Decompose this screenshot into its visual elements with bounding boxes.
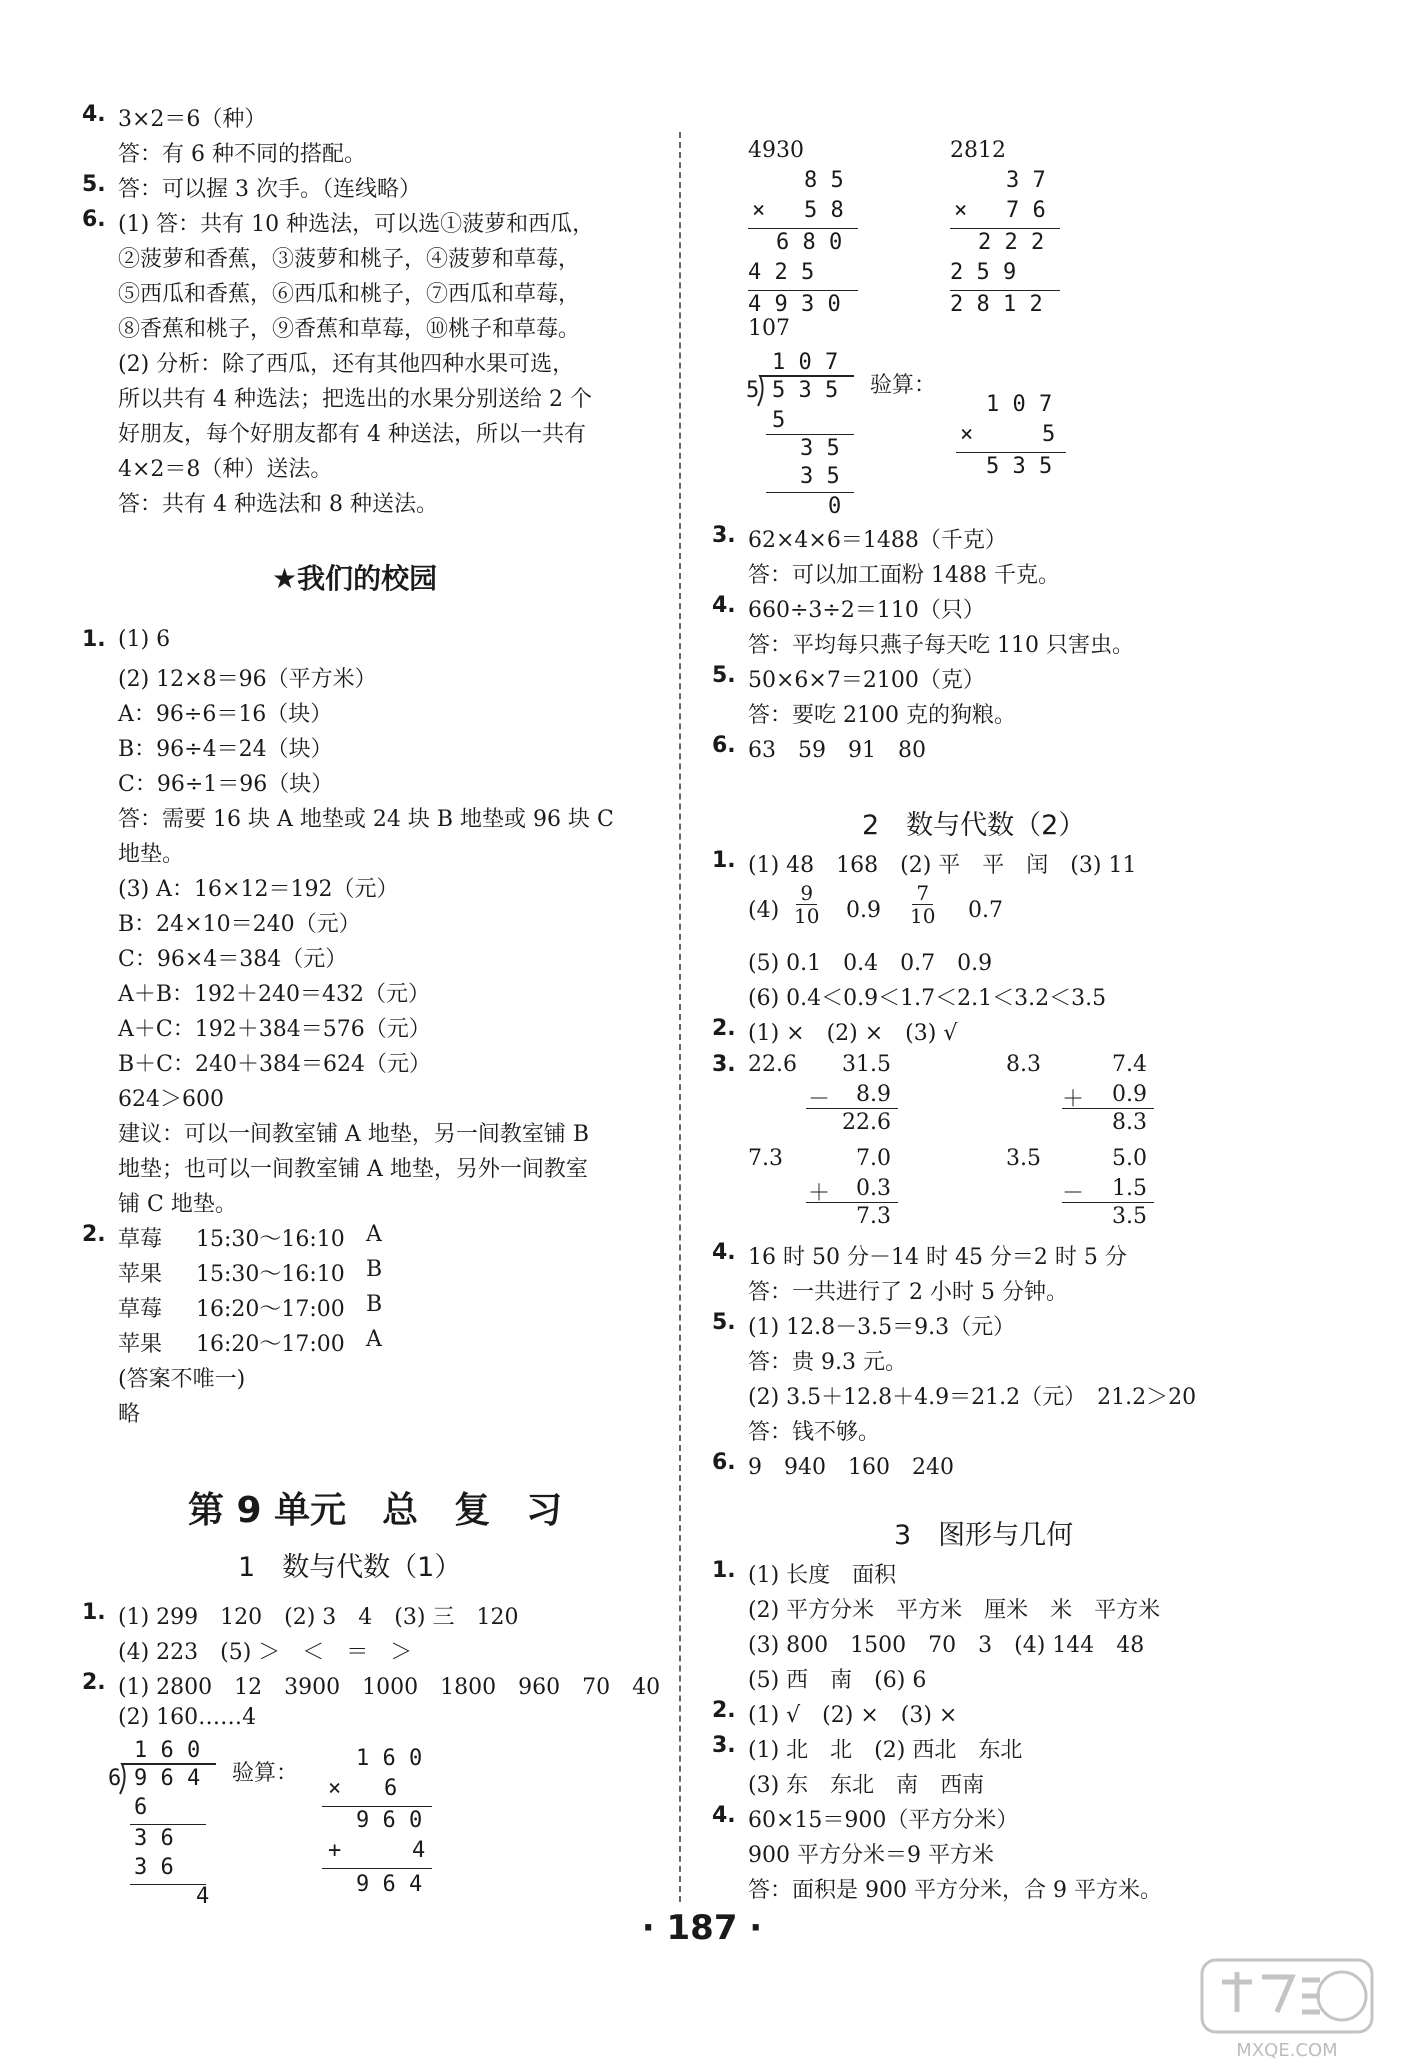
- operator: ×: [752, 198, 766, 223]
- answer-line: (2) 160……4: [118, 1705, 257, 1730]
- answer-line: 9 940 160 240: [748, 1455, 954, 1480]
- answer-line: (1) 答：共有 10 种选法，可以选①菠萝和西瓜，: [118, 212, 595, 237]
- calc-value: 0.3: [856, 1176, 891, 1201]
- answer-line: (4) 223 (5) ＞ ＜ ＝ ＞: [118, 1640, 413, 1665]
- answer-line: (1) 北 北 (2) 西北 东北: [748, 1738, 1023, 1763]
- answer-line: (1) 12.8－3.5＝9.3（元）: [748, 1315, 1016, 1340]
- partial-product: 4 2 5: [748, 260, 815, 285]
- remainder: 4: [196, 1884, 210, 1909]
- section-title: 2 数与代数（2）: [862, 810, 1086, 841]
- answer-line: 地垫。: [118, 842, 185, 867]
- calc-label: 4930: [748, 138, 804, 163]
- page-number: · 187 ·: [641, 1908, 763, 1948]
- product: 5 3 5: [986, 454, 1053, 479]
- calc-line: [748, 290, 858, 291]
- calc-value: 0.9: [1112, 1082, 1147, 1107]
- calc-line: [806, 1108, 898, 1109]
- answer-line: (4): [748, 898, 780, 923]
- division-line: [130, 1824, 206, 1825]
- schedule-mat: A: [366, 1327, 382, 1352]
- calc-line: [748, 228, 858, 229]
- question-number: 5.: [82, 172, 106, 197]
- answer-line: (1) × (2) × (3) √: [748, 1021, 958, 1046]
- fraction: $\frac{9}{10}$: [794, 881, 820, 928]
- answer-line: (1) √ (2) × (3) ×: [748, 1703, 958, 1728]
- calc-value: 5.0: [1112, 1146, 1147, 1171]
- svg-text:MXQE.COM: MXQE.COM: [1236, 2040, 1338, 2061]
- fraction: $\frac{7}{10}$: [910, 881, 936, 928]
- answer-line: A：96÷6＝16（块）: [118, 702, 333, 727]
- check-label: 验算：: [870, 373, 937, 398]
- answer-line: 答：可以加工面粉 1488 千克。: [748, 563, 1060, 588]
- answer-line: 答：钱不够。: [748, 1420, 881, 1445]
- answer-line: B＋C：240＋384＝624（元）: [118, 1052, 431, 1077]
- answer-line: 624＞600: [118, 1087, 224, 1112]
- partial-product: 2 2 2: [978, 230, 1045, 255]
- answer-line: (3) 东 东北 南 西南: [748, 1773, 985, 1798]
- calc-line: [1062, 1108, 1154, 1109]
- section-title: ★我们的校园: [272, 562, 438, 595]
- answer-line: 答：一共进行了 2 小时 5 分钟。: [748, 1280, 1068, 1305]
- section-title: 1 数与代数（1）: [238, 1552, 462, 1583]
- answer-line: 建议：可以一间教室铺 A 地垫，另一间教室铺 B: [118, 1122, 590, 1147]
- operator: ×: [960, 422, 974, 447]
- answer-line: 62×4×6＝1488（千克）: [748, 528, 1007, 553]
- answer-line: (2) 3.5＋12.8＋4.9＝21.2（元） 21.2＞20: [748, 1385, 1197, 1410]
- calc-result: 8.3: [1112, 1110, 1147, 1135]
- answer-line: A＋B：192＋240＝432（元）: [118, 982, 431, 1007]
- answer-line: (6) 0.4＜0.9＜1.7＜2.1＜3.2＜3.5: [748, 986, 1107, 1011]
- quotient: 1 6 0: [134, 1738, 201, 1763]
- unit-title: 第 9 单元 总 复 习: [188, 1490, 563, 1531]
- partial-product: 6 8 0: [776, 230, 843, 255]
- calc-value: 8.3: [1006, 1052, 1041, 1077]
- question-number: 2.: [712, 1698, 736, 1723]
- multiplier: 6: [384, 1776, 398, 1801]
- question-number: 1.: [82, 627, 106, 652]
- answer-line: 16 时 50 分－14 时 45 分＝2 时 5 分: [748, 1245, 1127, 1270]
- division-line: [766, 492, 854, 493]
- question-number: 1.: [82, 1600, 106, 1625]
- answer-line: (2) 平方分米 平方米 厘米 米 平方米: [748, 1598, 1161, 1623]
- answer-line: (1) 299 120 (2) 3 4 (3) 三 120: [118, 1605, 519, 1630]
- answer-line: (1) 2800 12 3900 1000 1800 960 70 40: [118, 1675, 661, 1700]
- answer-line: C：96×4＝384（元）: [118, 947, 348, 972]
- watermark-icon: [1192, 1952, 1382, 2062]
- divisor: 5: [746, 378, 760, 403]
- decimal-value: 0.9: [846, 898, 881, 923]
- schedule-fruit: 苹果: [118, 1332, 163, 1357]
- answer-line: 900 平方分米＝9 平方米: [748, 1843, 994, 1868]
- column-divider: [679, 132, 681, 1902]
- schedule-time: 15:30～16:10: [196, 1227, 345, 1252]
- answer-line: ②菠萝和香蕉，③菠萝和桃子，④菠萝和草莓，: [118, 247, 581, 272]
- answer-line: 答：共有 4 种选法和 8 种送法。: [118, 492, 438, 517]
- division-step: 3 5: [800, 436, 840, 461]
- dividend: 5 3 5: [772, 378, 839, 403]
- division-step: 3 5: [800, 464, 840, 489]
- calc-value: 7.3: [748, 1146, 783, 1171]
- answer-line: B：96÷4＝24（块）: [118, 737, 333, 762]
- schedule-time: 15:30～16:10: [196, 1262, 345, 1287]
- question-number: 4.: [712, 1240, 736, 1265]
- answer-line: B：24×10＝240（元）: [118, 912, 361, 937]
- division-step: 5: [772, 408, 786, 433]
- question-number: 1.: [712, 1558, 736, 1583]
- calc-value: 1.5: [1112, 1176, 1147, 1201]
- schedule-time: 16:20～17:00: [196, 1332, 345, 1357]
- product: 9 6 0: [356, 1808, 423, 1833]
- answer-line: 50×6×7＝2100（克）: [748, 668, 985, 693]
- question-number: 4.: [712, 593, 736, 618]
- schedule-fruit: 苹果: [118, 1262, 163, 1287]
- question-number: 3.: [712, 523, 736, 548]
- question-number: 6.: [82, 207, 106, 232]
- division-step: 6: [134, 1795, 148, 1820]
- answer-line: (5) 西 南 (6) 6: [748, 1668, 927, 1693]
- schedule-fruit: 草莓: [118, 1297, 163, 1322]
- answer-line: 答：有 6 种不同的搭配。: [118, 142, 366, 167]
- remainder: 0: [828, 494, 842, 519]
- answer-line: C：96÷1＝96（块）: [118, 772, 334, 797]
- division-line: [766, 434, 854, 435]
- divisor: 6: [108, 1766, 122, 1791]
- multiplier: 7 6: [1006, 198, 1046, 223]
- calc-line: [950, 290, 1060, 291]
- answer-line: 铺 C 地垫。: [118, 1192, 237, 1217]
- division-line: [130, 1884, 206, 1885]
- calc-value: 22.6: [748, 1052, 797, 1077]
- calc-value: 3.5: [1006, 1146, 1041, 1171]
- question-number: 1.: [712, 848, 736, 873]
- operator: －: [808, 1087, 831, 1112]
- calc-value: 8.9: [856, 1082, 891, 1107]
- calc-value: 31.5: [842, 1052, 891, 1077]
- calc-label: 107: [748, 316, 790, 341]
- section-title: 3 图形与几何: [894, 1520, 1074, 1551]
- answer-line: (1) 长度 面积: [748, 1563, 897, 1588]
- answer-line: (3) 800 1500 70 3 (4) 144 48: [748, 1633, 1145, 1658]
- calc-line: [1062, 1202, 1154, 1203]
- product: 2 8 1 2: [950, 292, 1043, 317]
- answer-line: 答：贵 9.3 元。: [748, 1350, 907, 1375]
- calc-line: [806, 1202, 898, 1203]
- calc-line: [322, 1868, 432, 1869]
- answer-note: (答案不唯一): [118, 1367, 246, 1392]
- quotient: 1 0 7: [772, 350, 839, 375]
- calc-result: 3.5: [1112, 1204, 1147, 1229]
- question-number: 3.: [712, 1733, 736, 1758]
- question-number: 4.: [82, 102, 106, 127]
- operator: ＋: [808, 1181, 831, 1206]
- question-number: 5.: [712, 1310, 736, 1335]
- question-number: 2.: [712, 1016, 736, 1041]
- division-step: 3 6: [134, 1826, 174, 1851]
- calc-line: [956, 452, 1066, 453]
- operator: －: [1062, 1181, 1085, 1206]
- question-number: 2.: [82, 1670, 106, 1695]
- answer-line: 好朋友，每个好朋友都有 4 种送法，所以一共有: [118, 422, 586, 447]
- division-step: 3 6: [134, 1855, 174, 1880]
- answer-line: (2) 分析：除了西瓜，还有其他四种水果可选，: [118, 352, 575, 377]
- calc-value: 7.4: [1112, 1052, 1147, 1077]
- operator: +: [328, 1838, 342, 1863]
- schedule-mat: B: [366, 1292, 383, 1317]
- answer-line: 略: [118, 1402, 141, 1427]
- answer-line: (2) 12×8＝96（平方米）: [118, 667, 377, 692]
- answer-line: 答：需要 16 块 A 地垫或 24 块 B 地垫或 96 块 C: [118, 807, 614, 832]
- multiplicand: 3 7: [1006, 168, 1046, 193]
- decimal-value: 0.7: [968, 898, 1003, 923]
- answer-line: ⑧香蕉和桃子，⑨香蕉和草莓，⑩桃子和草莓。: [118, 317, 581, 342]
- dividend: 9 6 4: [134, 1766, 201, 1791]
- calc-result: 22.6: [842, 1110, 891, 1135]
- multiplicand: 8 5: [804, 168, 844, 193]
- answer-line: (1) 6: [118, 627, 171, 652]
- answer-line: 答：可以握 3 次手。（连线略）: [118, 177, 421, 202]
- answer-line: 60×15＝900（平方分米）: [748, 1808, 1019, 1833]
- answer-line: 63 59 91 80: [748, 738, 926, 763]
- calc-value: 7.0: [856, 1146, 891, 1171]
- product: 4 9 3 0: [748, 292, 841, 317]
- answer-line: 4×2＝8（种）送法。: [118, 457, 333, 482]
- schedule-fruit: 草莓: [118, 1227, 163, 1252]
- addend: 4: [412, 1838, 426, 1863]
- answer-line: 3×2＝6（种）: [118, 107, 267, 132]
- answer-line: (3) A：16×12＝192（元）: [118, 877, 399, 902]
- multiplier: 5: [1042, 422, 1056, 447]
- multiplicand: 1 0 7: [986, 392, 1053, 417]
- answer-line: 答：面积是 900 平方分米，合 9 平方米。: [748, 1878, 1162, 1903]
- answer-line: A＋C：192＋384＝576（元）: [118, 1017, 431, 1042]
- answer-line: 地垫；也可以一间教室铺 A 地垫，另外一间教室: [118, 1157, 588, 1182]
- answer-line: 答：要吃 2100 克的狗粮。: [748, 703, 1016, 728]
- operator: ＋: [1062, 1087, 1085, 1112]
- answer-line: ⑤西瓜和香蕉，⑥西瓜和桃子，⑦西瓜和草莓，: [118, 282, 581, 307]
- watermark-logo: [1192, 1952, 1382, 2062]
- partial-product: 2 5 9: [950, 260, 1017, 285]
- question-number: 2.: [82, 1222, 106, 1247]
- calc-label: 2812: [950, 138, 1006, 163]
- calc-result: 7.3: [856, 1204, 891, 1229]
- calc-line: [950, 228, 1060, 229]
- multiplicand: 1 6 0: [356, 1746, 423, 1771]
- operator: ×: [328, 1776, 342, 1801]
- question-number: 6.: [712, 1450, 736, 1475]
- schedule-mat: A: [366, 1222, 382, 1247]
- answer-line: 所以共有 4 种选法；把选出的水果分别送给 2 个: [118, 387, 592, 412]
- question-number: 5.: [712, 663, 736, 688]
- schedule-time: 16:20～17:00: [196, 1297, 345, 1322]
- check-label: 验算：: [232, 1761, 299, 1786]
- question-number: 6.: [712, 733, 736, 758]
- multiplier: 5 8: [804, 198, 844, 223]
- question-number: 3.: [712, 1052, 736, 1077]
- schedule-mat: B: [366, 1257, 383, 1282]
- result: 9 6 4: [356, 1872, 423, 1897]
- answer-line: 答：平均每只燕子每天吃 110 只害虫。: [748, 633, 1134, 658]
- calc-line: [322, 1806, 432, 1807]
- answer-line: (1) 48 168 (2) 平 平 闰 (3) 11: [748, 853, 1137, 878]
- answer-line: 660÷3÷2＝110（只）: [748, 598, 985, 623]
- answer-line: (5) 0.1 0.4 0.7 0.9: [748, 951, 993, 976]
- question-number: 4.: [712, 1803, 736, 1828]
- operator: ×: [954, 198, 968, 223]
